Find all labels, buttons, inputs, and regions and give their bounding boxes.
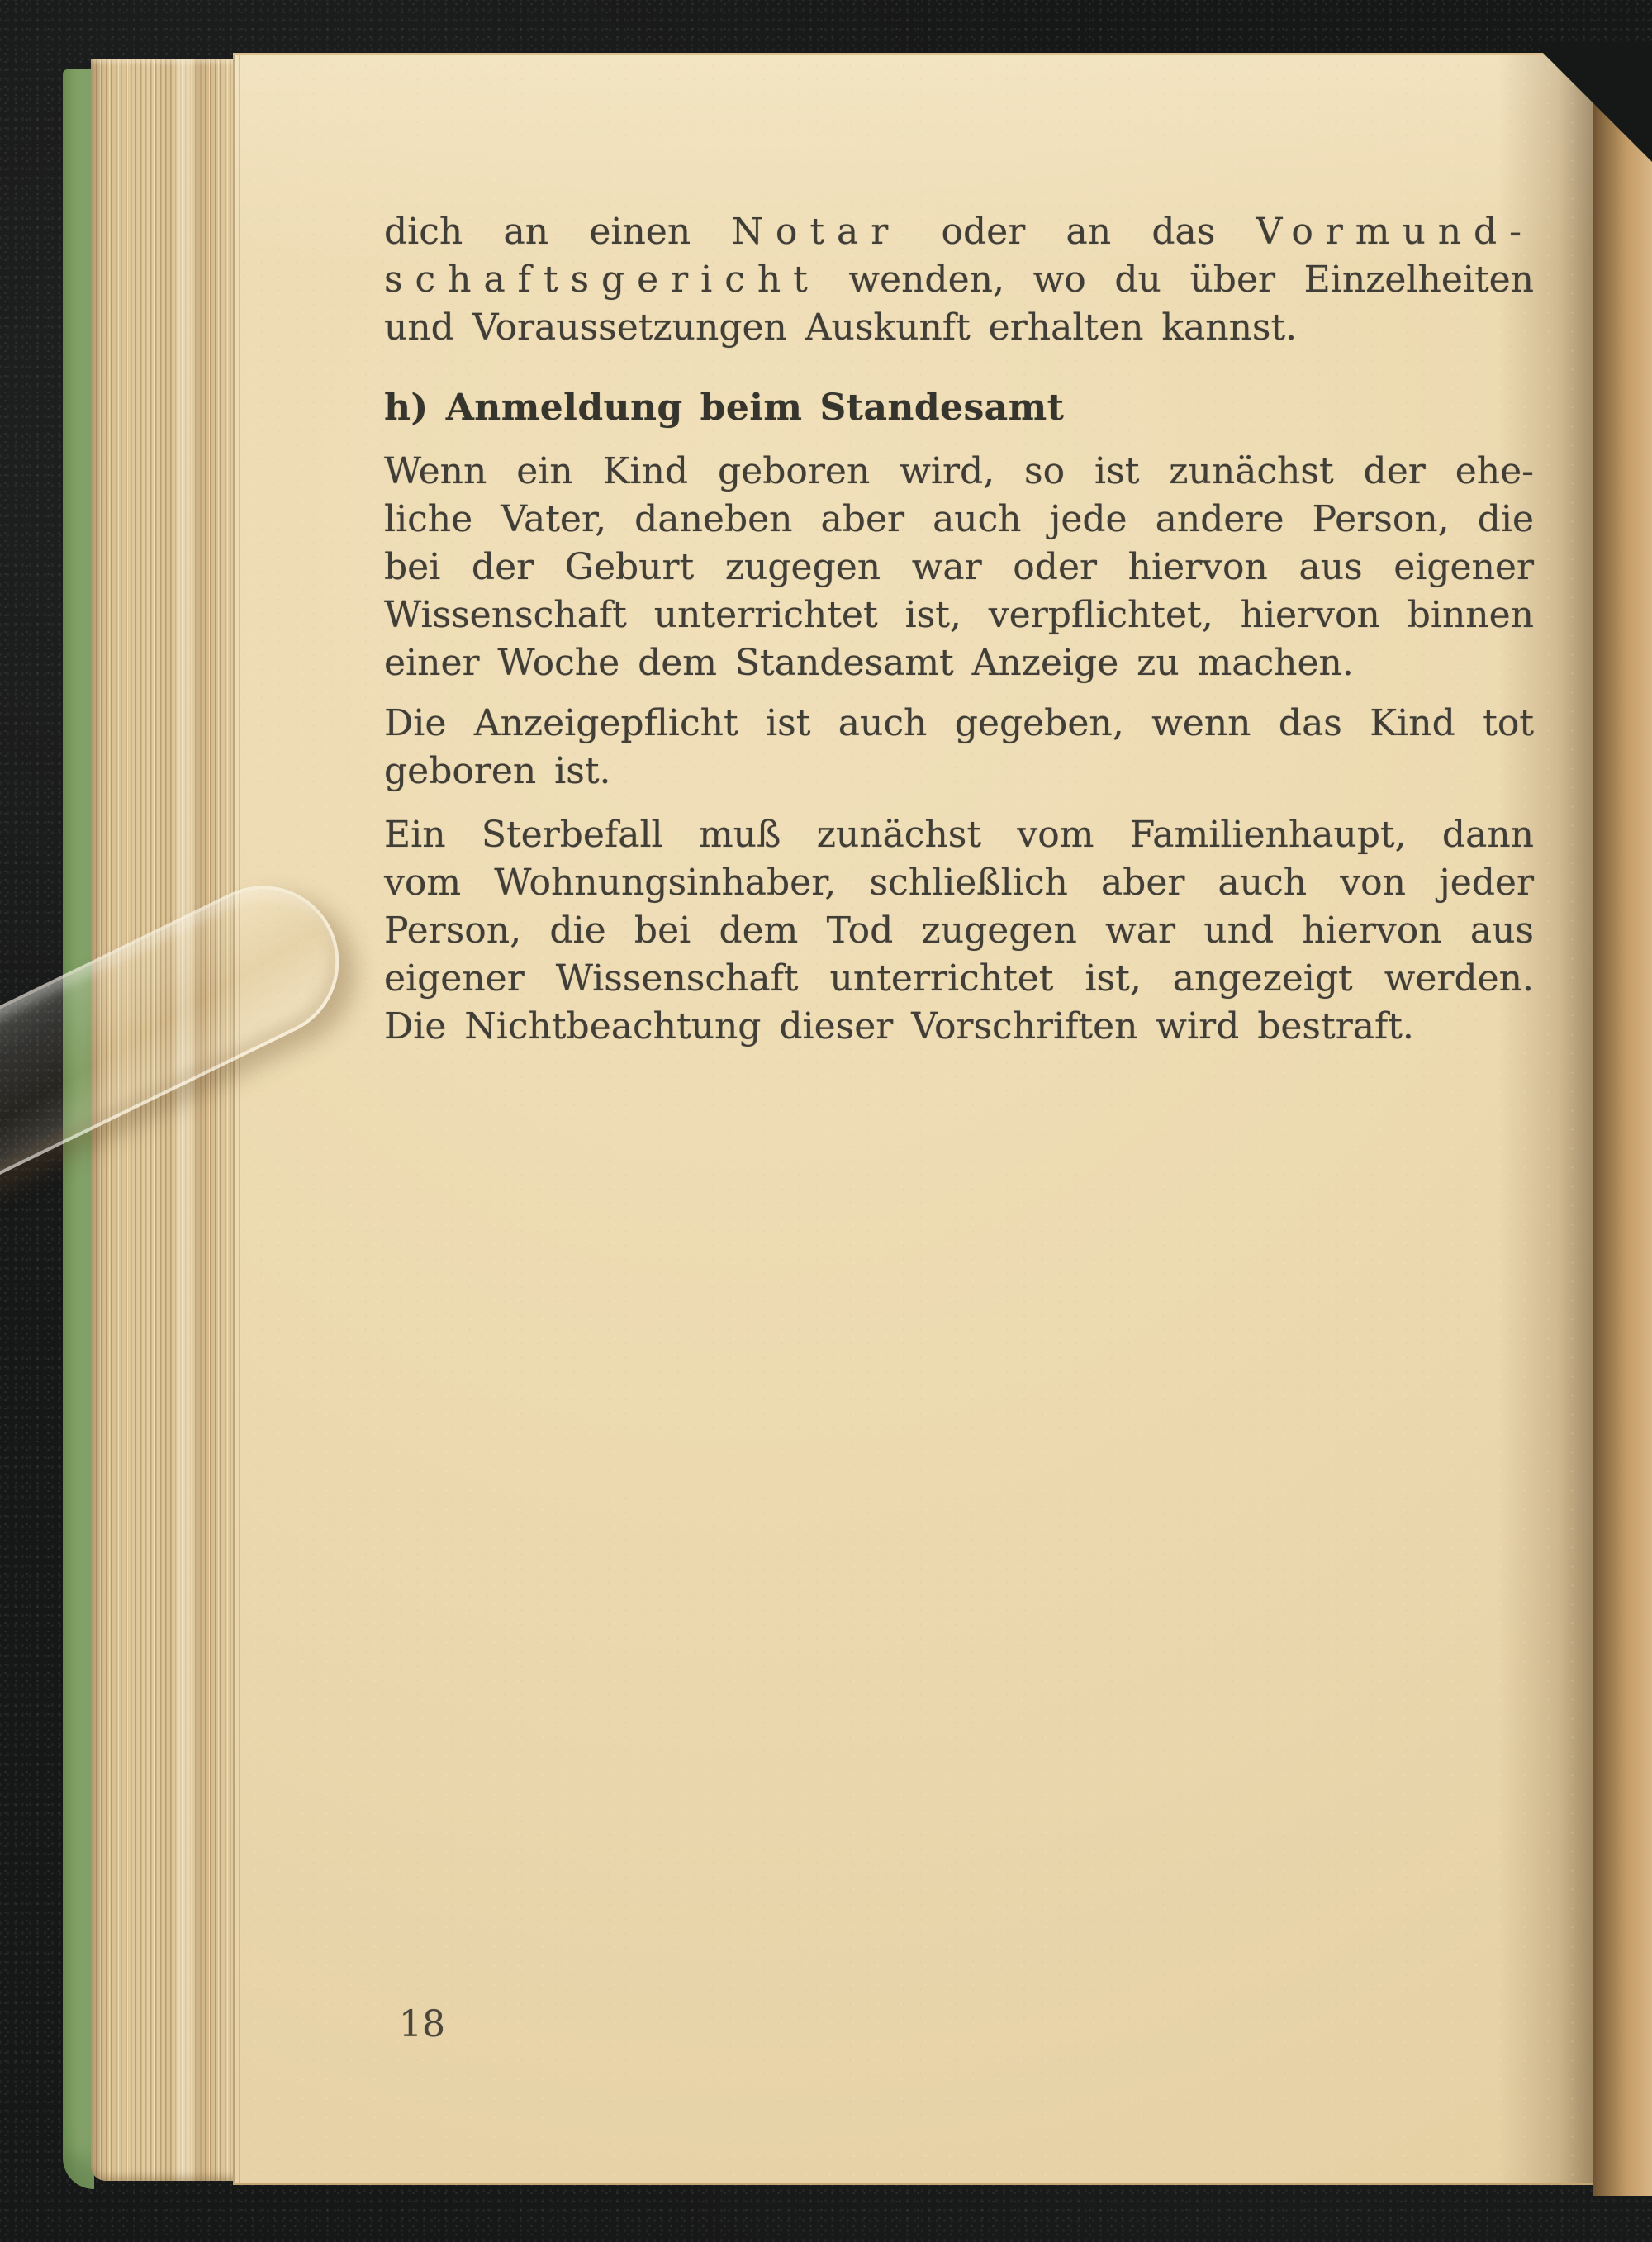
- book-page: [233, 53, 1593, 2185]
- text-line: liche Vater, daneben aber auch jede andere Person, die: [384, 498, 1534, 540]
- text-line: eigener Wissenschaft unterrichtet ist, angezeigt werden.: [384, 957, 1534, 1000]
- paragraph-stillbirth: [384, 700, 1534, 796]
- text-line: vom Wohnungsinhaber, schließlich aber auch von jeder: [384, 862, 1534, 904]
- text-line: [384, 256, 1534, 304]
- text-line: einer Woche dem Standesamt Anzeige zu machen.: [384, 642, 1354, 684]
- text-line: Die Anzeigepflicht ist auch gegeben, wenn das Kind tot: [384, 702, 1534, 744]
- text-line: geboren ist.: [384, 750, 611, 792]
- text-line: Person, die bei dem Tod zugegen war und hiervon aus: [384, 910, 1534, 952]
- text-segment: oder an das: [900, 211, 1256, 253]
- page-edge-crease: [233, 55, 243, 2183]
- text-line: [384, 208, 1534, 256]
- section-heading: h) Anmeldung beim Standesamt: [384, 387, 1065, 429]
- page-fore-edge-stack: [91, 59, 238, 2181]
- page-number: 18: [399, 2003, 445, 2045]
- text-segment: dich an einen: [384, 211, 732, 253]
- paragraph-death-report: [384, 811, 1534, 1051]
- paragraph-birth-registration: [384, 448, 1534, 687]
- text-segment: wenden, wo du über Einzelheiten: [819, 259, 1534, 301]
- text-line: Wissenschaft unterrichtet ist, verpflichtet, hiervon binnen: [384, 594, 1534, 636]
- text-segment-letterspaced: Notar: [731, 211, 901, 253]
- text-segment-letterspaced: schaftsgericht: [384, 259, 820, 301]
- text-line: und Voraussetzungen Auskunft erhalten kannst.: [384, 306, 1298, 349]
- text-line: Die Nichtbeachtung dieser Vorschriften wird bestraft.: [384, 1005, 1414, 1047]
- facing-page-edge: [1593, 48, 1652, 2196]
- text-line: bei der Geburt zugegen war oder hiervon aus eigener: [384, 546, 1534, 588]
- text-segment-letterspaced: Vormund-: [1256, 211, 1534, 253]
- page-text-block: [384, 208, 1534, 1051]
- text-line: Ein Sterbefall muß zunächst vom Familienhaupt, dann: [384, 814, 1534, 856]
- text-line: Wenn ein Kind geboren wird, so ist zunächst der ehe-: [384, 450, 1534, 492]
- paragraph-intro: [384, 208, 1534, 352]
